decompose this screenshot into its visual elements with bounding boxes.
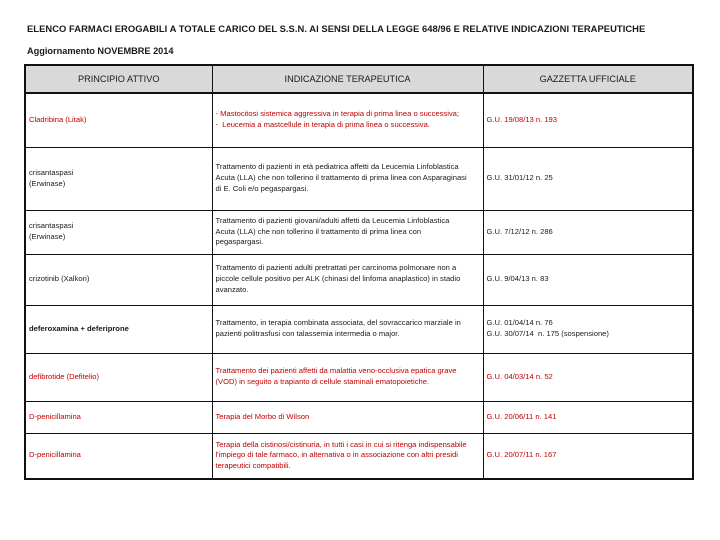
principio-line: crisantaspasi bbox=[29, 221, 74, 231]
gazzetta-line: G.U. 31/01/12 n. 25 bbox=[486, 173, 553, 183]
table-row bbox=[25, 401, 693, 433]
gazzetta-line: G.U. 30/07/14 n. 175 (sospensione) bbox=[486, 329, 609, 338]
cell-indicazione bbox=[212, 93, 483, 147]
cell-gazzetta bbox=[483, 254, 693, 305]
table-row bbox=[25, 433, 693, 479]
indicazione-line: terapeutici compatibili. bbox=[215, 461, 291, 471]
cell-gazzetta bbox=[483, 210, 693, 254]
cell-gazzetta bbox=[483, 147, 693, 210]
table-row bbox=[25, 353, 693, 401]
indicazione-line: Trattamento di pazienti adulti pretrattati per carcinoma polmonare non a bbox=[215, 263, 457, 273]
table-header-row bbox=[25, 65, 693, 93]
cell-gazzetta bbox=[483, 353, 693, 401]
principio-line: crizotinib (Xalkori) bbox=[29, 274, 90, 284]
cell-indicazione bbox=[212, 147, 483, 210]
indicazione-line: Trattamento di pazienti in età pediatrica affetti da Leucemia Linfoblastica bbox=[215, 162, 459, 172]
document-title: ELENCO FARMACI EROGABILI A TOTALE CARICO DEL S.S.N. AI SENSI DELLA LEGGE 648/96 E RELATIVE INDICAZIONI TERAPEUTICHE bbox=[27, 23, 646, 34]
cell-indicazione bbox=[212, 353, 483, 401]
gazzetta-line: G.U. 7/12/12 n. 286 bbox=[486, 226, 553, 236]
header-gazzetta-ufficiale: GAZZETTA UFFICIALE bbox=[483, 65, 693, 93]
indicazione-line: Terapia del Morbo di Wilson bbox=[215, 411, 310, 421]
cell-gazzetta bbox=[483, 305, 693, 353]
principio-line: (Erwinase) bbox=[29, 178, 66, 188]
cell-gazzetta bbox=[483, 433, 693, 479]
drug-table bbox=[24, 64, 694, 480]
principio-line: defibrotide (Defitelio) bbox=[29, 371, 100, 381]
table-row bbox=[25, 210, 693, 254]
document-subtitle: Aggiornamento NOVEMBRE 2014 bbox=[27, 46, 174, 56]
gazzetta-line: G.U. 20/06/11 n. 141 bbox=[486, 411, 557, 421]
cell-principio-attivo bbox=[25, 147, 212, 210]
table-row bbox=[25, 93, 693, 147]
gazzetta-line: G.U. 04/03/14 n. 52 bbox=[486, 371, 553, 381]
indicazione-line: avanzato. bbox=[215, 284, 249, 294]
indicazione-line: l'impiego di tale farmaco, in alternativa o in associazione con altri presidi bbox=[215, 450, 458, 460]
principio-line: (Erwinase) bbox=[29, 232, 66, 241]
cell-indicazione bbox=[212, 401, 483, 433]
cell-principio-attivo bbox=[25, 210, 212, 254]
header-indicazione-terapeutica: INDICAZIONE TERAPEUTICA bbox=[212, 65, 483, 93]
table-row bbox=[25, 254, 693, 305]
cell-gazzetta bbox=[483, 93, 693, 147]
cell-indicazione bbox=[212, 210, 483, 254]
cell-indicazione bbox=[212, 433, 483, 479]
cell-indicazione bbox=[212, 305, 483, 353]
indicazione-line: Terapia della cistinosi/cistinuria, in tutti i casi in cui si ritenga indispensabile bbox=[215, 439, 467, 449]
indicazione-line: di E. Coli e/o pegaspargasi. bbox=[215, 183, 309, 193]
indicazione-line: Trattamento, in terapia combinata associata, del sovraccarico marziale in bbox=[215, 318, 461, 328]
indicazione-line: piccole cellule positivo per ALK (chinasi del linfoma anaplastico) in stadio bbox=[215, 274, 461, 284]
cell-indicazione bbox=[212, 254, 483, 305]
table-row bbox=[25, 147, 693, 210]
principio-line: D-penicillamina bbox=[29, 450, 81, 460]
gazzetta-line: G.U. 9/04/13 n. 83 bbox=[486, 274, 549, 284]
indicazione-line: Trattamento dei pazienti affetti da malattia veno-occlusiva epatica grave bbox=[215, 366, 457, 376]
cell-principio-attivo bbox=[25, 305, 212, 353]
gazzetta-line: G.U. 01/04/14 n. 76 bbox=[486, 318, 553, 328]
indicazione-line: Acuta (LLA) che non tollerino il trattamento di prima linea con Asparaginasi bbox=[215, 173, 467, 183]
indicazione-line: pegaspargasi. bbox=[215, 237, 264, 247]
indicazione-line: pazienti politrasfusi con talassemia intermedia o major. bbox=[215, 329, 400, 338]
gazzetta-line: G.U. 19/08/13 n. 193 bbox=[486, 114, 558, 124]
principio-line: deferoxamina + deferiprone bbox=[29, 323, 129, 333]
indicazione-line: Trattamento di pazienti giovani/adulti affetti da Leucemia Linfoblastica bbox=[215, 215, 450, 225]
cell-principio-attivo bbox=[25, 254, 212, 305]
cell-gazzetta bbox=[483, 401, 693, 433]
principio-line: D-penicillamina bbox=[29, 411, 81, 421]
indicazione-line: (VOD) in seguito a trapianto di cellule staminali ematopoietiche. bbox=[215, 377, 430, 386]
cell-principio-attivo bbox=[25, 93, 212, 147]
principio-line: crisantaspasi bbox=[29, 167, 74, 177]
indicazione-line: - Leucemia a mastcellule in terapia di prima linea o successiva. bbox=[215, 120, 430, 130]
cell-principio-attivo bbox=[25, 401, 212, 433]
indicazione-line: - Mastocitosi sistemica aggressiva in terapia di prima linea o successiva; bbox=[215, 109, 460, 119]
cell-principio-attivo bbox=[25, 353, 212, 401]
indicazione-line: Acuta (LLA) che non tollerino il trattamento di prima linea con bbox=[215, 226, 422, 236]
gazzetta-line: G.U. 20/07/11 n. 167 bbox=[486, 450, 557, 460]
table-row bbox=[25, 305, 693, 353]
header-principio-attivo: PRINCIPIO ATTIVO bbox=[25, 65, 212, 93]
principio-line: Cladribina (Litak) bbox=[29, 114, 87, 124]
cell-principio-attivo bbox=[25, 433, 212, 479]
